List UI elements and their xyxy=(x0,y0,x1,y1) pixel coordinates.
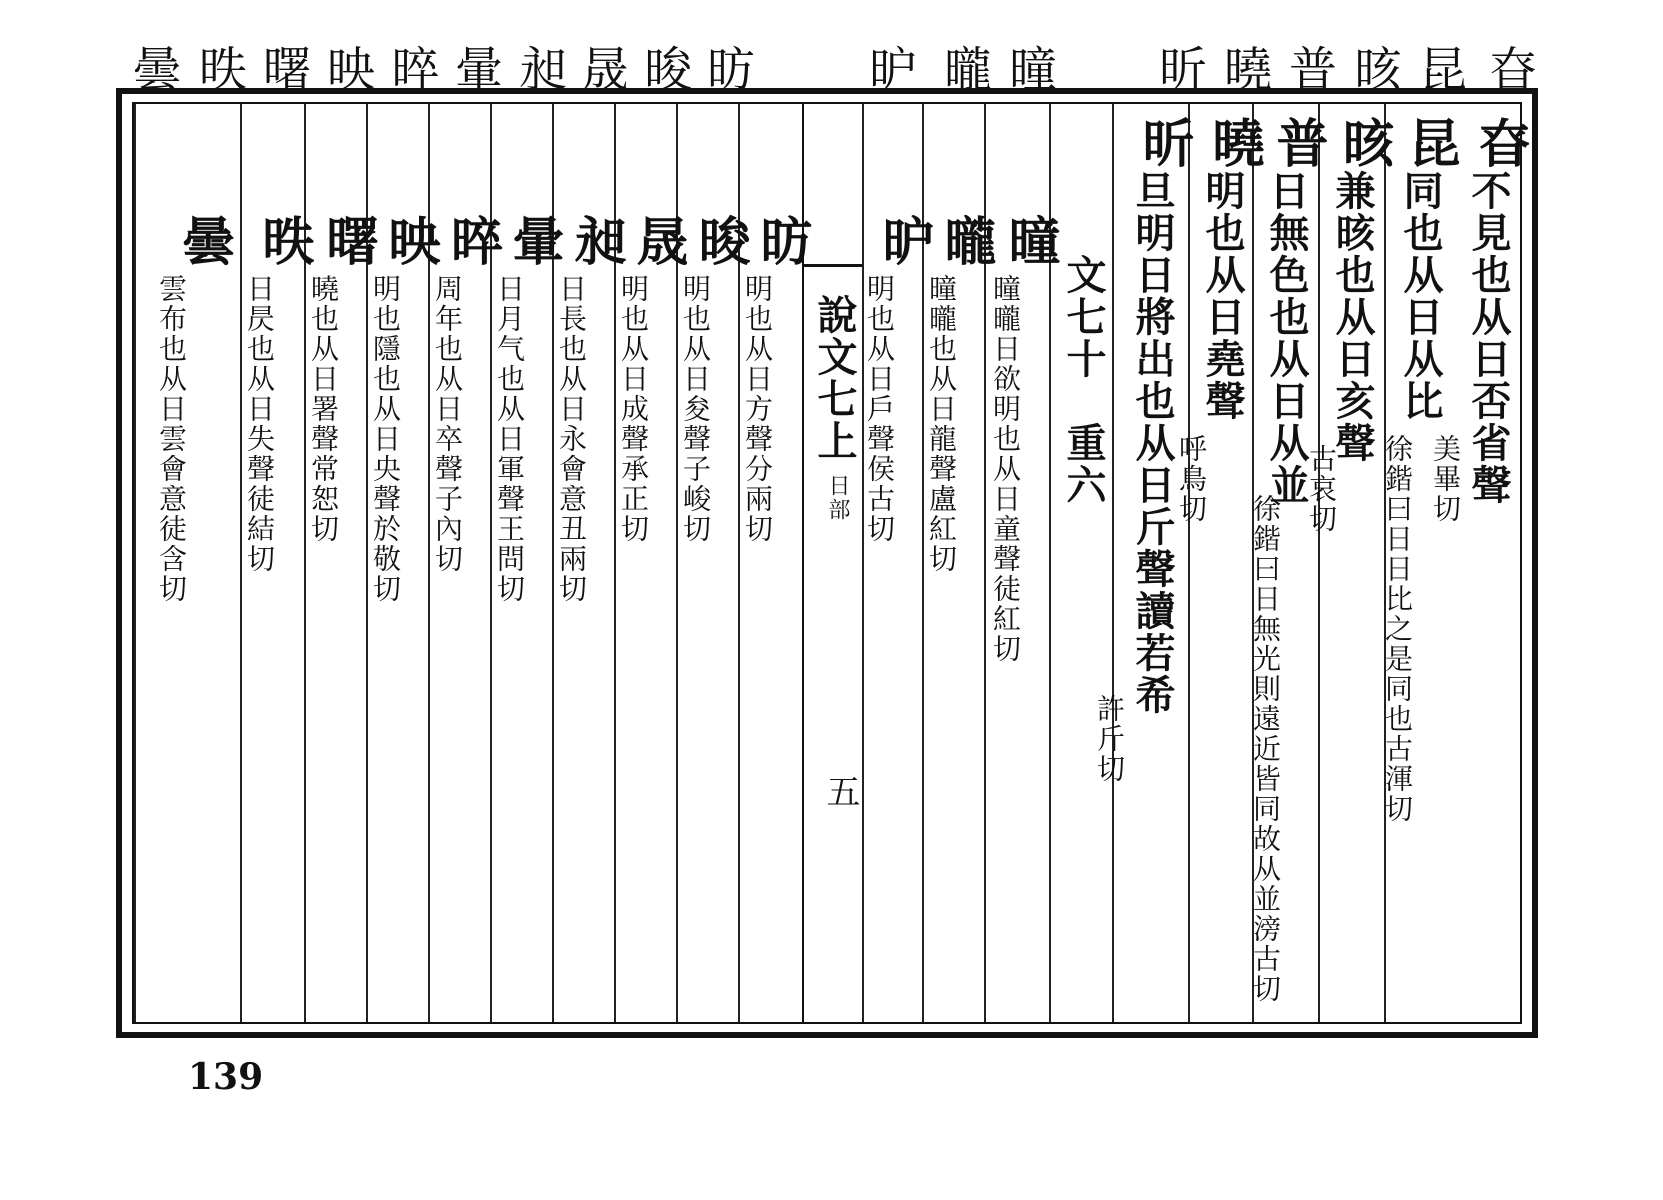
entry-note: 許斤切 xyxy=(1093,694,1126,784)
seal-character: 暈 xyxy=(503,214,564,268)
entry-text: 日無色也从日从並 xyxy=(1263,170,1310,506)
seal-character: 晐 xyxy=(1333,116,1394,170)
entry-text: 不見也从日否省聲 xyxy=(1465,170,1512,506)
entry-text: 兼晐也从日亥聲 xyxy=(1329,170,1376,464)
entry-note: 徐鍇曰日無光則遠近皆同故从並滂古切 xyxy=(1249,494,1282,1004)
entry-text: 明也从日堯聲 xyxy=(1199,170,1246,422)
entry-text: 日昃也从日失聲徒結切 xyxy=(243,274,276,574)
header-char: 昉 xyxy=(706,42,755,98)
entry-column xyxy=(134,104,242,1022)
entry-text: 曈曨也从日龍聲盧紅切 xyxy=(925,274,958,574)
entry-column xyxy=(240,104,314,1022)
header-char: 昶 xyxy=(518,42,567,98)
entry-column xyxy=(1305,104,1394,1022)
header-char: 昳 xyxy=(198,42,247,98)
seal-character: 晙 xyxy=(689,214,750,268)
entry-column xyxy=(1381,104,1460,1022)
page-number: 139 xyxy=(188,1056,264,1098)
entry-text: 明也从日夋聲子峻切 xyxy=(679,274,712,544)
header-char: 晟 xyxy=(580,42,629,98)
seal-character: 曇 xyxy=(173,214,234,268)
entry-text: 明也从日戶聲侯古切 xyxy=(863,274,896,544)
book-title: 說文七上 xyxy=(811,294,858,462)
seal-character: 曙 xyxy=(317,214,378,268)
header-char: 曉 xyxy=(1223,42,1272,98)
header-char: 映 xyxy=(326,42,375,98)
header-char: 昕 xyxy=(1158,42,1207,98)
header-char: 晐 xyxy=(1353,42,1402,98)
entry-text: 曉也从日署聲常恕切 xyxy=(307,274,340,544)
entry-text: 同也从日从比 xyxy=(1397,170,1444,422)
header-char: 昆 xyxy=(1418,42,1467,98)
header-char: 曈 xyxy=(1008,42,1057,98)
section-label: 日部 xyxy=(825,474,850,522)
header-char: 晬 xyxy=(390,42,439,98)
header-char: 普 xyxy=(1288,42,1337,98)
entry-column xyxy=(1429,104,1530,1022)
seal-character: 晬 xyxy=(441,214,502,268)
header-char: 暈 xyxy=(454,42,503,98)
entry-text: 旦明日將出也从日斤聲讀若希 xyxy=(1129,170,1176,716)
entry-note: 古哀切 xyxy=(1305,444,1338,534)
entry-text: 周年也从日卒聲子內切 xyxy=(431,274,464,574)
seal-character: 曉 xyxy=(1203,116,1264,170)
entry-note: 徐鍇曰日日比之是同也古渾切 xyxy=(1381,434,1414,824)
seal-character: 昶 xyxy=(565,214,626,268)
entry-note: 呼鳥切 xyxy=(1175,434,1208,524)
seal-character: 曈 xyxy=(999,214,1060,268)
header-char: 曨 xyxy=(943,42,992,98)
seal-character: 昕 xyxy=(1133,116,1194,170)
entry-text: 明也隱也从日央聲於敬切 xyxy=(369,274,402,604)
seal-character: 昈 xyxy=(873,214,934,268)
header-char: 晙 xyxy=(643,42,692,98)
entry-text: 雲布也从日雲會意徒含切 xyxy=(155,274,188,604)
page-frame xyxy=(116,88,1538,1038)
entry-text: 曈曨日欲明也从日童聲徒紅切 xyxy=(989,274,1022,664)
entry-note: 美畢切 xyxy=(1429,434,1462,524)
seal-character: 晟 xyxy=(627,214,688,268)
seal-character: 昳 xyxy=(253,214,314,268)
header-char: 昚 xyxy=(1488,42,1537,98)
seal-character: 普 xyxy=(1267,116,1328,170)
entry-column xyxy=(1175,104,1264,1022)
text-area xyxy=(132,102,1530,1024)
entry-text: 明也从日成聲承正切 xyxy=(617,274,650,544)
entry-text: 日長也从日永會意丑兩切 xyxy=(555,274,588,604)
summary-count: 文七十 重六 xyxy=(1060,254,1107,506)
header-char: 曙 xyxy=(262,42,311,98)
entry-text: 日月气也从日軍聲王問切 xyxy=(493,274,526,604)
leaf-number: 五 xyxy=(820,774,860,810)
seal-character: 昚 xyxy=(1469,116,1530,170)
header-char: 曇 xyxy=(132,42,181,98)
seal-character: 昉 xyxy=(751,214,812,268)
seal-character: 曨 xyxy=(935,214,996,268)
entry-column xyxy=(862,104,934,1022)
entry-text: 明也从日方聲分兩切 xyxy=(741,274,774,544)
header-char: 昈 xyxy=(868,42,917,98)
seal-character: 映 xyxy=(379,214,440,268)
seal-character: 昆 xyxy=(1399,116,1460,170)
